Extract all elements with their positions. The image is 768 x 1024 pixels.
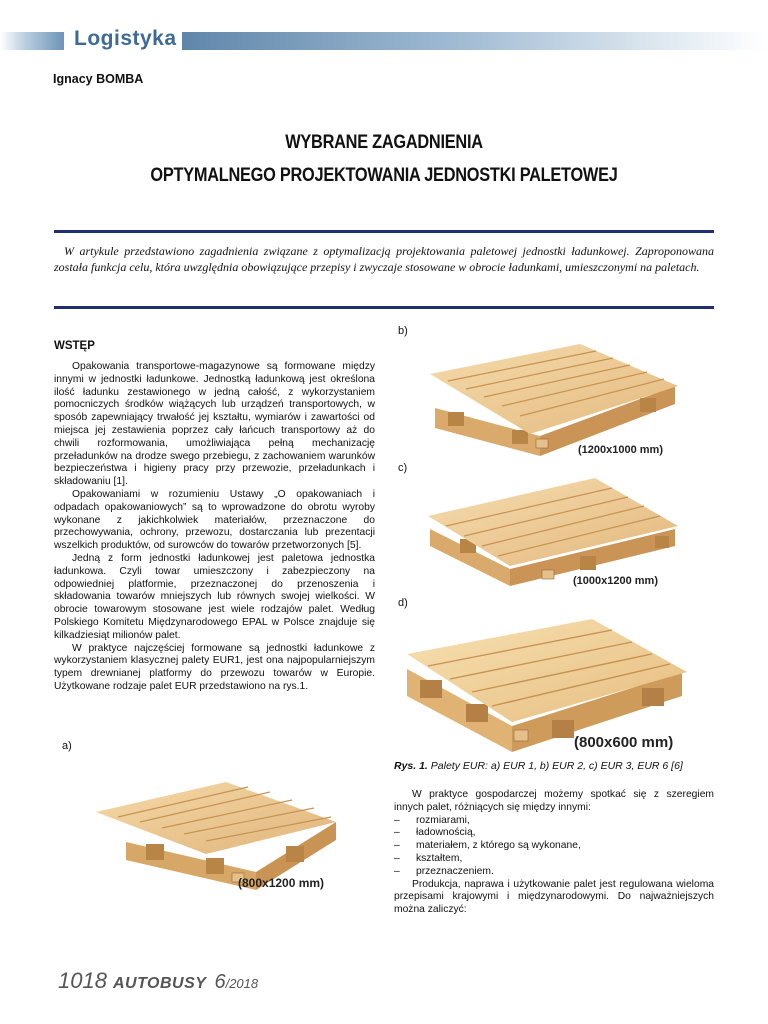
list-item: – ładownością, xyxy=(394,827,476,839)
page-number: 1018 xyxy=(58,968,107,993)
section-heading: WSTĘP xyxy=(54,340,95,352)
paragraph: W praktyce gospodarczej możemy spotkać się z szeregiem innych palet, różniących się między innymi: xyxy=(394,789,714,813)
divider-top xyxy=(54,230,714,233)
issue-number: 6 xyxy=(214,971,226,993)
article-title-line-1: WYBRANE ZAGADNIENIA xyxy=(285,132,483,153)
caption-text: Palety EUR: a) EUR 1, b) EUR 2, c) EUR 3, EUR 6 [6] xyxy=(430,760,683,772)
dimension-label-a: (800x1200 mm) xyxy=(238,876,325,890)
left-column-text xyxy=(54,361,375,694)
header-gradient-bar-left xyxy=(0,32,64,50)
dimension-label-c: (1000x1200 mm) xyxy=(573,575,659,587)
caption-prefix: Rys. 1. xyxy=(394,760,428,772)
dimension-label-d: (800x600 mm) xyxy=(574,734,674,751)
list-item: – rozmiarami, xyxy=(394,814,470,826)
pallet-image-c xyxy=(420,474,690,594)
dimension-label-b: (1200x1000 mm) xyxy=(578,444,664,456)
figure-label-b: b) xyxy=(398,325,408,337)
figure-label-a: a) xyxy=(62,740,72,752)
figure-label-d: d) xyxy=(398,597,408,609)
list-item: – materiałem, z którego są wykonane, xyxy=(394,840,581,852)
paragraph: W praktyce najczęściej formowane są jednostki ładunkowe z wykorzystaniem klasycznej palety EUR1, jest ona najpopularniejszym typem drewnianej platformy do przewozu towarów w Europie. Użytkowane rodzaje palet EUR przedstawiono na rys.1. xyxy=(54,642,375,692)
paragraph: Opakowania transportowe-magazynowe są formowane między innymi w jednostki ładunkowe. Jednostką ładunkową jest określona ilość ładunku zestawionego w jedną całość, z wykorzystaniem pomocniczych środków wiążących lub urządzeń transportowych, w sposób zapewniający trwałość jej kształtu, wymiarów i zawartości od miejsca jej zestawienia poprzez cały łańcuch transportowy aż do chwili rozformowania, umożliwiająca pełną mechanizację przeładunków na drodze swego przebiegu, z zachowaniem warunków bezpieczeństwa i higieny pracy przy przewozie, przeładunkach i składowaniu [1]. xyxy=(54,361,375,488)
paragraph: Opakowaniami w rozumieniu Ustawy „O opakowaniach i odpadach opakowaniowych” są to wprowadzone do obrotu wyroby wykonane z jakichkolwiek materiałów, przeznaczone do przechowywania, ochrony, przewozu, dostarczania lub prezentacji wszelkich produktów, od surowców do towarów przetworzonych [5]. xyxy=(54,488,375,552)
pallet-image-b xyxy=(420,336,690,461)
right-column-text xyxy=(394,789,714,917)
abstract: W artykule przedstawiono zagadnienia związane z optymalizacją projektowania paletowej jednostki ładunkowej. Zaproponowana została funkcja celu, która uwzględnia obowiązujące przepisy i zwyczaje stosowane w obrocie ładunkami, umieszczonymi na paletach. xyxy=(54,244,714,274)
page-footer xyxy=(58,968,258,994)
author-name: Ignacy BOMBA xyxy=(53,72,144,86)
article-title-line-2: OPTYMALNEGO PROJEKTOWANIA JEDNOSTKI PALETOWEJ xyxy=(150,165,618,186)
magazine-name: AUTOBUSY xyxy=(112,975,207,992)
pallet-image-d xyxy=(402,614,702,756)
divider-bottom xyxy=(54,306,714,309)
figure-caption xyxy=(394,760,724,772)
pallet-image-a xyxy=(86,762,356,897)
paragraph: Jedną z form jednostki ładunkowej jest paletowa jednostka ładunkowa. Czyli towar umieszczony i zabezpieczony na odpowiedniej platformie, przeznaczonej do przenoszenia i składowania towarów mniejszych lub równych swojej wielkości. W obrocie towarowym stosowane jest wiele rodzajów palet. Według Polskiego Komitetu Międzynarodowego EPAL w Polsce znajduje się kilkadziesiąt milionów palet. xyxy=(54,552,375,641)
paragraph: Produkcja, naprawa i użytkowanie palet jest regulowana wieloma przepisami krajowymi i międzynarodowymi. Do najważniejszych można zaliczyć: xyxy=(394,878,714,916)
section-title: Logistyka xyxy=(74,27,177,50)
list-item: – kształtem, xyxy=(394,852,463,864)
issue-year: /2018 xyxy=(225,976,259,991)
header-gradient-bar-right xyxy=(182,32,768,50)
figure-label-c: c) xyxy=(398,462,408,474)
list-item: – przeznaczeniem. xyxy=(394,865,494,877)
